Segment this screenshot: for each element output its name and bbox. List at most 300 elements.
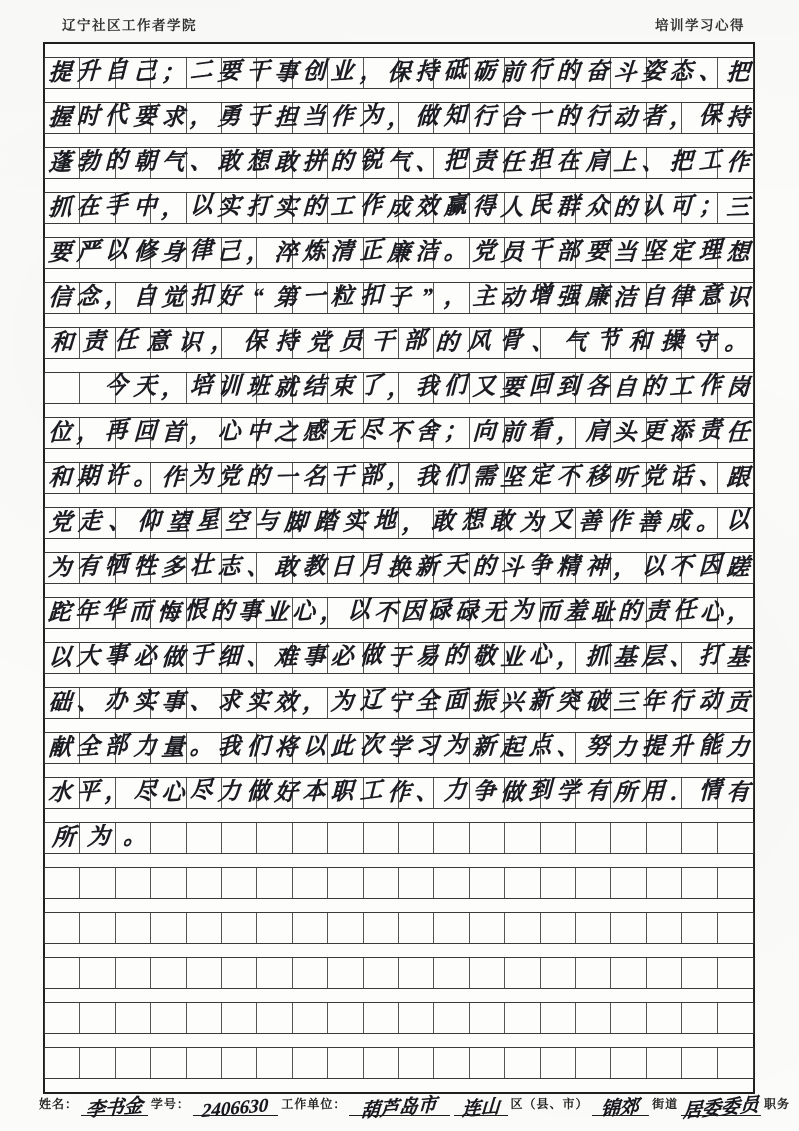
- manuscript-cell: [611, 373, 646, 403]
- handwritten-character: 做: [499, 779, 525, 805]
- manuscript-cell: [470, 373, 505, 403]
- handwritten-character: 认: [641, 192, 666, 220]
- handwritten-character: 当: [302, 102, 327, 130]
- manuscript-cell: [45, 58, 80, 88]
- handwritten-character: 责: [82, 327, 107, 355]
- manuscript-cell: [611, 58, 646, 88]
- manuscript-cell: [718, 823, 753, 853]
- handwritten-character: 己: [132, 57, 157, 85]
- manuscript-cell: [399, 463, 434, 493]
- handwritten-character: 的: [330, 147, 355, 175]
- handwritten-character: 敬: [471, 642, 496, 670]
- manuscript-cell: [80, 643, 115, 673]
- handwritten-character: 民: [528, 190, 552, 220]
- handwritten-character: 再: [104, 415, 129, 445]
- handwritten-character: 基: [612, 644, 638, 670]
- manuscript-cell: [151, 418, 186, 448]
- manuscript-cell: [45, 913, 80, 943]
- handwritten-character: 次: [359, 730, 383, 760]
- handwritten-character: 强: [556, 282, 581, 310]
- manuscript-cell: [257, 688, 292, 718]
- manuscript-cell: [45, 553, 80, 583]
- manuscript-cell: [257, 958, 292, 988]
- handwritten-character: 、: [107, 505, 132, 535]
- handwritten-character: 尽: [132, 777, 157, 805]
- manuscript-cell: [434, 460, 469, 493]
- handwritten-character: 天: [132, 372, 157, 400]
- manuscript-cell: [505, 148, 540, 178]
- manuscript-cell: [151, 778, 186, 808]
- handwritten-character: 的: [210, 597, 235, 625]
- handwritten-character: 创: [302, 57, 327, 85]
- handwritten-character: 的: [617, 597, 642, 625]
- manuscript-cell: [45, 598, 80, 628]
- manuscript-cell: [434, 55, 469, 88]
- manuscript-cell: [576, 508, 611, 538]
- manuscript-cell: [470, 688, 505, 718]
- handwritten-character: ，: [104, 775, 129, 805]
- handwritten-character: 牺: [104, 550, 129, 580]
- manuscript-cell: [45, 328, 80, 358]
- handwritten-character: 要: [499, 374, 525, 400]
- manuscript-row: [44, 867, 754, 899]
- handwritten-character: 业: [264, 599, 289, 625]
- manuscript-row: [44, 192, 754, 224]
- manuscript-cell: [116, 373, 151, 403]
- manuscript-cell: [611, 553, 646, 583]
- handwritten-character: 话: [669, 462, 694, 490]
- manuscript-row: [44, 147, 754, 179]
- manuscript-cell: [45, 463, 80, 493]
- handwritten-character: 的: [302, 192, 327, 220]
- manuscript-cell: [80, 463, 115, 493]
- handwritten-character: 众: [584, 192, 609, 220]
- manuscript-cell: [293, 463, 328, 493]
- handwritten-character: 走: [78, 507, 103, 535]
- handwritten-character: 作: [359, 190, 383, 220]
- handwritten-character: 作: [386, 779, 412, 805]
- handwritten-character: 担: [528, 145, 552, 175]
- manuscript-cell: [257, 283, 292, 313]
- manuscript-cell: [541, 778, 576, 808]
- handwritten-character: 培: [189, 370, 213, 400]
- handwritten-character: 敢: [217, 147, 242, 175]
- manuscript-cell: [187, 328, 222, 358]
- manuscript-cell: [364, 373, 399, 403]
- manuscript-cell: [505, 595, 540, 628]
- handwritten-character: 各: [584, 372, 609, 400]
- manuscript-cell: [187, 598, 222, 628]
- manuscript-cell: [576, 58, 611, 88]
- handwritten-character: 层: [641, 642, 666, 670]
- handwritten-character: 神: [584, 552, 609, 580]
- handwritten-character: 争: [471, 777, 496, 805]
- manuscript-cell: [541, 553, 576, 583]
- handwritten-character: 前: [499, 419, 525, 445]
- manuscript-cell: [187, 640, 222, 673]
- handwritten-character: 一: [273, 464, 299, 490]
- manuscript-cell: [647, 733, 682, 763]
- handwritten-character: 作: [607, 507, 632, 535]
- manuscript-cell: [682, 58, 717, 88]
- manuscript-cell: [257, 823, 292, 853]
- handwritten-character: 作: [330, 102, 355, 130]
- handwritten-character: 献: [47, 734, 73, 760]
- manuscript-cell: [328, 58, 363, 88]
- handwritten-character: 又: [549, 505, 573, 535]
- handwritten-character: 量: [160, 734, 186, 760]
- manuscript-cell: [364, 688, 399, 718]
- handwritten-character: 学: [386, 734, 412, 760]
- handwritten-character: ，: [386, 374, 412, 400]
- manuscript-cell: [257, 103, 292, 133]
- handwritten-character: 起: [499, 734, 525, 760]
- handwritten-character: 员: [338, 327, 363, 355]
- handwritten-character: 今: [104, 370, 129, 400]
- manuscript-cell: [647, 58, 682, 88]
- manuscript-cell: [718, 1003, 753, 1033]
- handwritten-character: 华: [102, 595, 126, 625]
- manuscript-row: [44, 57, 754, 89]
- handwritten-character: 扣: [189, 280, 213, 310]
- manuscript-cell: [611, 688, 646, 718]
- name-field: [81, 1085, 148, 1122]
- handwritten-character: ，: [386, 464, 412, 490]
- manuscript-cell: [611, 193, 646, 223]
- manuscript-cell: [328, 193, 363, 223]
- manuscript-cell: [116, 58, 151, 88]
- handwritten-character: 三: [725, 194, 750, 220]
- manuscript-cell: [187, 775, 222, 808]
- manuscript-cell: [151, 1003, 186, 1033]
- handwritten-character: 成: [666, 507, 691, 535]
- manuscript-cell: [682, 373, 717, 403]
- handwritten-character: ，: [76, 417, 101, 445]
- handwritten-character: 修: [132, 237, 157, 265]
- manuscript-cell: [576, 1003, 611, 1033]
- manuscript-cell: [364, 913, 399, 943]
- handwritten-character: 砺: [471, 57, 496, 85]
- handwritten-character: 、: [245, 642, 270, 670]
- handwritten-character: 定: [528, 460, 552, 490]
- handwritten-character: 肩: [584, 147, 609, 175]
- handwritten-character: 工: [330, 192, 355, 220]
- manuscript-cell: [222, 913, 257, 943]
- handwritten-character: 在: [76, 192, 101, 220]
- handwritten-character: 结: [302, 372, 327, 400]
- handwritten-character: 事: [160, 689, 186, 715]
- handwritten-character: 全: [76, 732, 101, 760]
- handwritten-character: 、: [641, 147, 666, 175]
- manuscript-cell: [151, 868, 186, 898]
- handwritten-character: 以: [346, 595, 370, 625]
- handwritten-character: 操: [659, 327, 684, 355]
- handwritten-character: 主: [471, 282, 496, 310]
- manuscript-cell: [328, 868, 363, 898]
- handwritten-character: 无: [481, 599, 507, 625]
- manuscript-cell: [364, 505, 399, 538]
- handwritten-character: 任: [725, 419, 750, 445]
- manuscript-cell: [187, 370, 222, 403]
- manuscript-cell: [611, 283, 646, 313]
- handwritten-character: “: [251, 283, 264, 309]
- manuscript-cell: [647, 193, 682, 223]
- manuscript-cell: [116, 238, 151, 268]
- handwritten-character: 部: [403, 325, 427, 355]
- manuscript-cell: [364, 58, 399, 88]
- manuscript-cell: [328, 328, 363, 358]
- manuscript-cell: [364, 328, 399, 358]
- manuscript-cell: [116, 1003, 151, 1033]
- handwritten-character: 奋: [584, 57, 609, 85]
- handwritten-character: 意: [698, 280, 722, 310]
- manuscript-cell: [257, 238, 292, 268]
- manuscript-cell: [80, 328, 115, 358]
- handwritten-character: 廉: [386, 239, 412, 265]
- handwritten-character: 中: [132, 192, 157, 220]
- manuscript-cell: [80, 598, 115, 628]
- manuscript-cell: [434, 598, 469, 628]
- manuscript-cell: [187, 100, 222, 133]
- manuscript-cell: [399, 733, 434, 763]
- manuscript-cell: [187, 190, 222, 223]
- handwritten-character: 自: [641, 282, 666, 310]
- handwritten-character: 任: [114, 325, 138, 355]
- manuscript-cell: [364, 148, 399, 178]
- manuscript-cell: [151, 688, 186, 718]
- manuscript-cell: [718, 688, 753, 718]
- manuscript-row: [44, 552, 754, 584]
- handwritten-character: 以: [189, 190, 213, 220]
- manuscript-cell: [293, 1048, 328, 1078]
- manuscript-cell: [682, 958, 717, 988]
- handwritten-character: 效: [273, 689, 299, 715]
- handwritten-character: 们: [245, 732, 270, 760]
- manuscript-cell: [328, 688, 363, 718]
- manuscript-cell: [434, 913, 469, 943]
- handwritten-character: 的: [443, 640, 468, 670]
- handwritten-character: 责: [698, 415, 722, 445]
- handwritten-character: 三: [612, 689, 638, 715]
- footer-form: [38, 1082, 791, 1123]
- manuscript-row: [44, 912, 754, 944]
- handwritten-character: 把: [443, 145, 468, 175]
- handwritten-character: 脚: [283, 509, 309, 535]
- manuscript-cell: [718, 913, 753, 943]
- manuscript-cell: [682, 778, 717, 808]
- manuscript-cell: [611, 913, 646, 943]
- handwritten-character: ，: [556, 417, 581, 445]
- handwritten-character: 坚: [641, 237, 666, 265]
- handwritten-character: 而: [536, 597, 561, 625]
- manuscript-cell: [222, 688, 257, 718]
- manuscript-cell: [541, 868, 576, 898]
- manuscript-cell: [80, 733, 115, 763]
- manuscript-cell: [682, 418, 717, 448]
- handwritten-character: 抓: [47, 194, 73, 220]
- manuscript-cell: [80, 823, 115, 853]
- manuscript-cell: [718, 58, 753, 88]
- handwritten-character: 动: [499, 284, 525, 310]
- manuscript-cell: [399, 373, 434, 403]
- manuscript-cell: [505, 1048, 540, 1078]
- handwritten-character: 努: [584, 732, 609, 760]
- handwritten-character: 我: [217, 732, 242, 760]
- handwritten-character: 力: [443, 775, 468, 805]
- manuscript-cell: [328, 373, 363, 403]
- manuscript-cell: [682, 643, 717, 673]
- manuscript-cell: [116, 598, 151, 628]
- manuscript-cell: [399, 193, 434, 223]
- handwritten-character: 本: [302, 777, 327, 805]
- manuscript-cell: [682, 1048, 717, 1078]
- handwritten-character: 头: [612, 419, 638, 445]
- manuscript-cell: [151, 823, 186, 853]
- handwritten-character: 二: [189, 55, 213, 85]
- handwritten-character: 移: [584, 462, 609, 490]
- manuscript-cell: [434, 280, 469, 313]
- manuscript-cell: [116, 103, 151, 133]
- manuscript-cell: [399, 823, 434, 853]
- handwritten-character: 代: [104, 100, 129, 130]
- manuscript-cell: [222, 418, 257, 448]
- manuscript-cell: [611, 418, 646, 448]
- handwritten-character: 心: [699, 599, 724, 625]
- manuscript-cell: [505, 508, 540, 538]
- manuscript-row: [44, 822, 754, 854]
- manuscript-cell: [328, 1048, 363, 1078]
- manuscript-cell: [682, 193, 717, 223]
- name-value: 李书金: [85, 1095, 144, 1122]
- manuscript-cell: [151, 958, 186, 988]
- handwritten-character: 可: [669, 192, 694, 220]
- manuscript-cell: [682, 238, 717, 268]
- handwritten-character: ；: [443, 415, 468, 445]
- manuscript-cell: [682, 553, 717, 583]
- manuscript-cell: [257, 733, 292, 763]
- handwritten-character: ，: [210, 325, 235, 355]
- handwritten-character: 洁: [612, 284, 638, 310]
- manuscript-cell: [293, 643, 328, 673]
- handwritten-character: 清: [330, 237, 355, 265]
- manuscript-cell: [541, 733, 576, 763]
- manuscript-cell: [364, 103, 399, 133]
- handwritten-character: 力: [132, 732, 157, 760]
- manuscript-cell: [364, 868, 399, 898]
- handwritten-character: 求: [217, 687, 242, 715]
- manuscript-cell: [541, 688, 576, 718]
- manuscript-cell: [399, 58, 434, 88]
- handwritten-character: ，: [359, 55, 383, 85]
- handwritten-character: ，: [189, 100, 213, 130]
- handwritten-character: 识: [725, 284, 750, 310]
- handwritten-character: 员: [499, 239, 525, 265]
- handwritten-character: 悔: [155, 599, 181, 625]
- manuscript-cell: [576, 328, 611, 358]
- handwritten-character: 于: [189, 640, 213, 670]
- manuscript-cell: [187, 55, 222, 88]
- manuscript-cell: [718, 643, 753, 673]
- handwritten-character: 理: [698, 235, 722, 265]
- manuscript-cell: [328, 958, 363, 988]
- manuscript-cell: [80, 283, 115, 313]
- handwritten-character: 力: [217, 777, 242, 805]
- handwritten-character: 责: [471, 147, 496, 175]
- work-unit-city-field: [349, 1085, 449, 1123]
- handwritten-character: 锐: [359, 145, 383, 175]
- manuscript-cell: [80, 868, 115, 898]
- manuscript-cell: [45, 823, 80, 853]
- handwritten-character: ，: [189, 415, 213, 445]
- manuscript-cell: [647, 238, 682, 268]
- handwritten-character: 责: [645, 597, 669, 625]
- handwritten-character: 仰: [137, 507, 161, 535]
- handwritten-character: 升: [669, 732, 694, 760]
- handwritten-character: 把: [669, 147, 694, 175]
- manuscript-cell: [116, 283, 151, 313]
- handwritten-character: 心: [292, 597, 316, 625]
- manuscript-row: [44, 372, 754, 404]
- handwritten-character: 、: [76, 687, 101, 715]
- manuscript-cell: [576, 913, 611, 943]
- manuscript-cell: [80, 688, 115, 718]
- manuscript-cell: [541, 1048, 576, 1078]
- manuscript-cell: [541, 1003, 576, 1033]
- handwritten-character: 得: [471, 192, 496, 220]
- manuscript-cell: [541, 58, 576, 88]
- position-label: 职务: [763, 1097, 790, 1111]
- handwritten-character: 粒: [330, 282, 355, 310]
- handwritten-character: 振: [471, 687, 496, 715]
- manuscript-cell: [364, 283, 399, 313]
- manuscript-cell: [718, 103, 753, 133]
- manuscript-cell: [399, 643, 434, 673]
- handwritten-character: 的: [612, 194, 638, 220]
- handwritten-character: 善: [636, 509, 662, 535]
- handwritten-character: 、: [245, 552, 270, 580]
- manuscript-cell: [576, 688, 611, 718]
- handwritten-character: 就: [273, 374, 299, 400]
- manuscript-cell: [187, 550, 222, 583]
- manuscript-cell: [541, 238, 576, 268]
- manuscript-cell: [541, 283, 576, 313]
- manuscript-cell: [187, 280, 222, 313]
- manuscript-cell: [647, 103, 682, 133]
- manuscript-cell: [611, 733, 646, 763]
- handwritten-character: 添: [669, 417, 694, 445]
- handwritten-character: ，: [319, 597, 344, 625]
- manuscript-cell: [45, 508, 80, 538]
- manuscript-cell: [470, 823, 505, 853]
- manuscript-cell: [682, 1003, 717, 1033]
- handwritten-character: 事: [302, 642, 327, 670]
- handwritten-character: ，: [556, 642, 581, 670]
- manuscript-cell: [505, 238, 540, 268]
- manuscript-cell: [434, 328, 469, 358]
- manuscript-cell: [647, 328, 682, 358]
- manuscript-cell: [187, 958, 222, 988]
- manuscript-cell: [222, 733, 257, 763]
- manuscript-cell: [45, 733, 80, 763]
- handwritten-character: 和: [49, 329, 75, 355]
- handwritten-character: 难: [273, 644, 299, 670]
- manuscript-cell: [257, 643, 292, 673]
- handwritten-character: 前: [499, 59, 525, 85]
- handwritten-character: 实: [132, 687, 157, 715]
- manuscript-cell: [470, 103, 505, 133]
- manuscript-cell: [505, 373, 540, 403]
- handwritten-character: 淬: [273, 239, 299, 265]
